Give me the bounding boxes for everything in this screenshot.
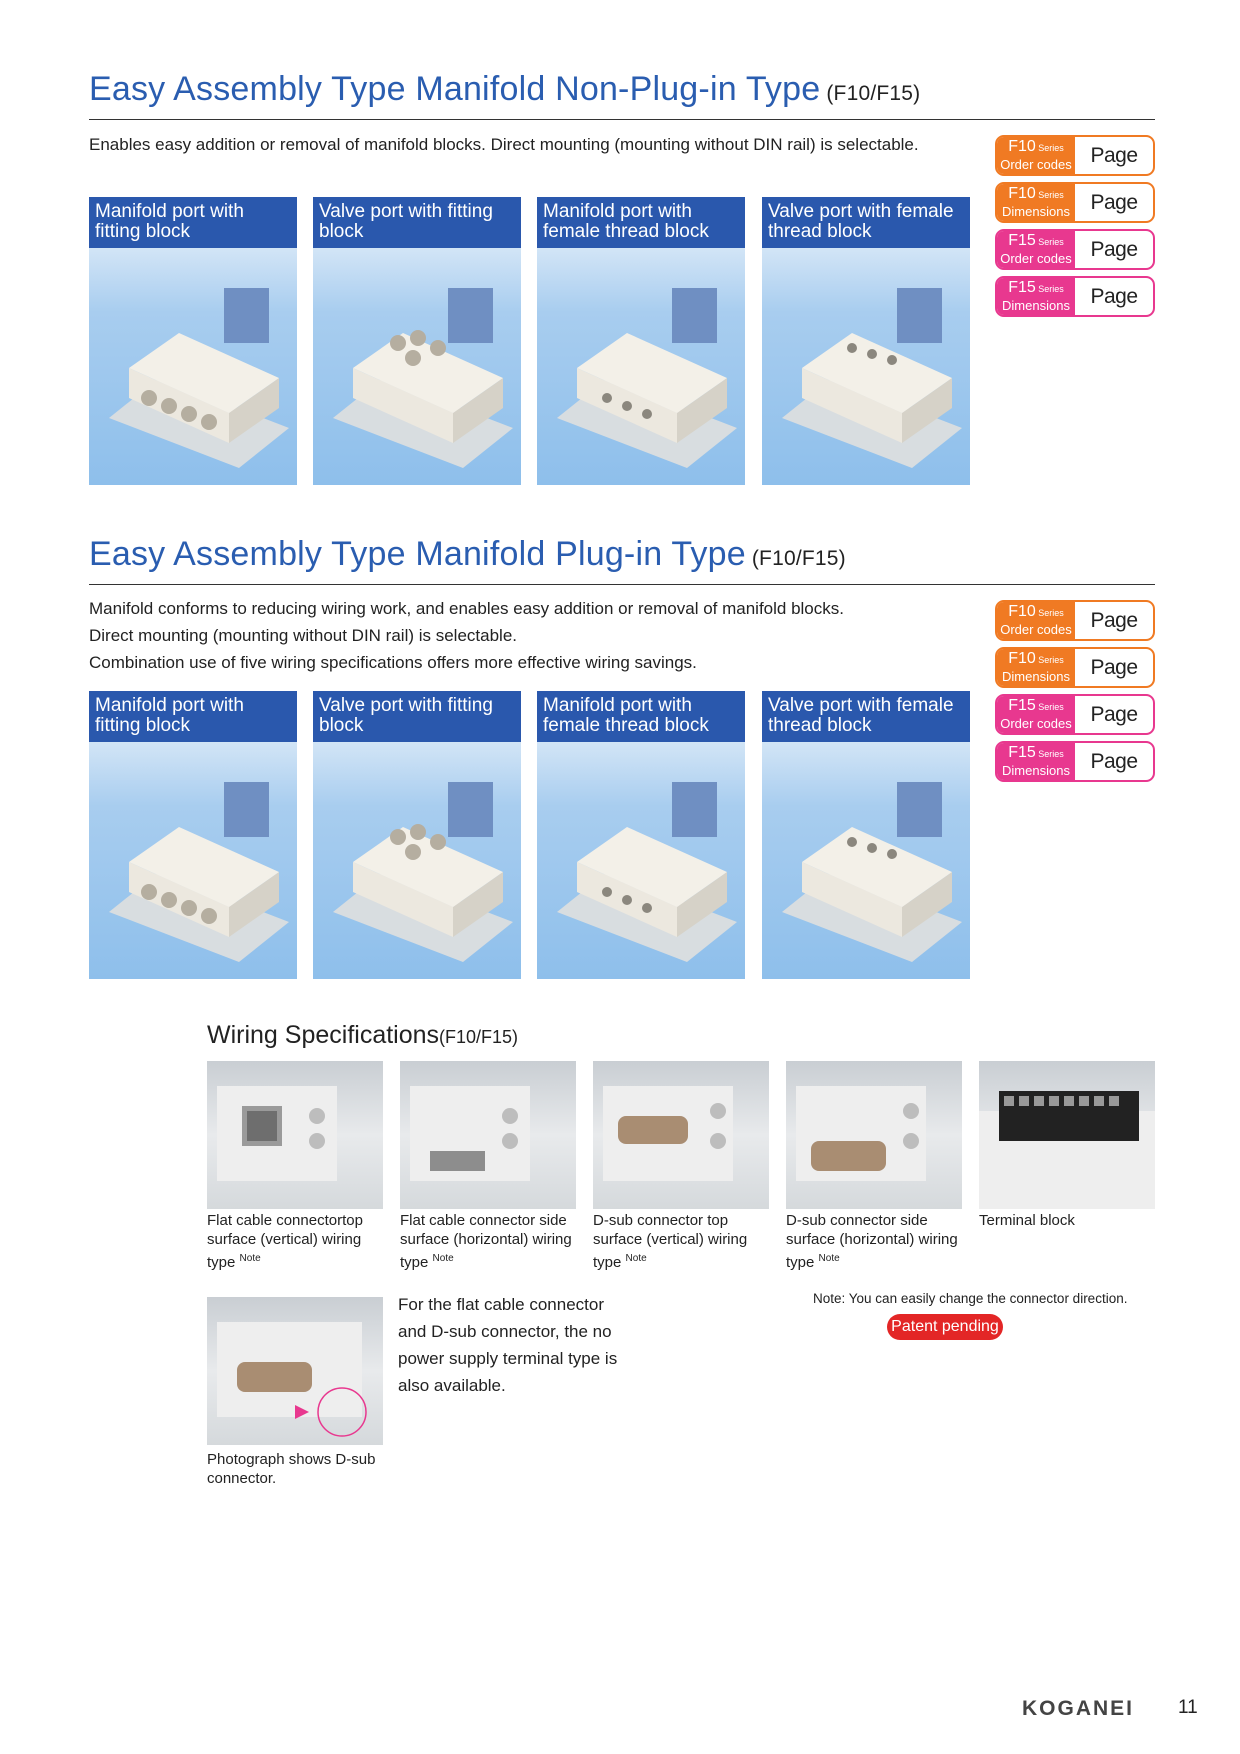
connector-direction-note: Note: You can easily change the connector direction. — [813, 1291, 1128, 1306]
wiring-title — [207, 1021, 518, 1050]
manifold-photo-6 — [313, 742, 521, 979]
wiring-photo-flat-top — [207, 1061, 383, 1209]
wiring-title-text: Wiring Specifications — [207, 1021, 440, 1049]
page-ref[interactable]: Page — [1090, 238, 1138, 261]
section2-title-suffix: (F10/F15) — [751, 547, 846, 570]
wiring-photo-no-power — [207, 1297, 383, 1445]
page-ref[interactable]: Page — [1090, 144, 1138, 167]
card-label: Manifold port with fitting block — [89, 691, 297, 742]
flat-cable-connector-side-image — [400, 1061, 576, 1209]
wiring-title-suffix: (F10/F15) — [439, 1027, 519, 1047]
card-label: Manifold port with female thread block — [537, 197, 745, 248]
ref-f15-order-codes-s1[interactable]: F15 Series Order codes Page — [995, 229, 1155, 270]
ref-f15-order-codes-s2[interactable]: F15 Series Order codes Page — [995, 694, 1155, 735]
terminal-block-image — [979, 1061, 1155, 1209]
photo-caption: Photograph shows D-sub connector. — [207, 1451, 376, 1487]
section2-rule — [89, 584, 1155, 585]
ref-f15-dimensions-s1[interactable]: F15 Series Dimensions Page — [995, 276, 1155, 317]
manifold-photo-3 — [537, 248, 745, 485]
wiring-caption-dsub-side: D-sub connector side surface (horizontal) wiring type $^{Note}$ — [786, 1212, 958, 1271]
manifold-photo-1 — [89, 248, 297, 485]
page-ref[interactable]: Page — [1090, 191, 1138, 214]
card-valve-port-female-thread — [762, 197, 970, 485]
wiring-caption-terminal: Terminal block — [979, 1212, 1075, 1229]
card-manifold-port-fitting — [89, 197, 297, 485]
wiring-caption-flat-top: Flat cable connectortop surface (vertical) wiring type $^{Note}$ — [207, 1212, 363, 1271]
wiring-caption-flat-side: Flat cable connector side surface (horizontal) wiring type $^{Note}$ — [400, 1212, 572, 1271]
section2-title-text: Easy Assembly Type Manifold Plug-in Type — [89, 535, 746, 573]
description-line: Manifold conforms to reducing wiring work, and enables easy addition or removal of manifold blocks. — [89, 599, 844, 618]
section2-description — [89, 595, 844, 676]
ref-f10-dimensions-s1[interactable]: F10 Series Dimensions Page — [995, 182, 1155, 223]
dsub-no-power-image — [207, 1297, 383, 1445]
card-label: Valve port with female thread block — [762, 197, 970, 248]
ref-f10-order-codes-s1[interactable]: F10 Series Order codes Page — [995, 135, 1155, 176]
description-line: Combination use of five wiring specifications offers more effective wiring savings. — [89, 653, 697, 672]
section2-title — [89, 535, 846, 574]
ref-f10-order-codes-s2[interactable]: F10 Series Order codes Page — [995, 600, 1155, 641]
wiring-photo-terminal — [979, 1061, 1155, 1209]
manifold-photo-5 — [89, 742, 297, 979]
page-ref[interactable]: Page — [1090, 609, 1138, 632]
page-ref[interactable]: Page — [1090, 656, 1138, 679]
section1-description: Enables easy addition or removal of manifold blocks. Direct mounting (mounting without DIN rail) is selectable. — [89, 135, 919, 154]
page-number: 11 — [1178, 1697, 1198, 1718]
ref-f10-dimensions-s2[interactable]: F10 Series Dimensions Page — [995, 647, 1155, 688]
no-power-description: For the flat cable connector and D-sub connector, the no power supply terminal type is also available. — [398, 1295, 618, 1395]
dsub-connector-side-image — [786, 1061, 962, 1209]
card-label: Manifold port with female thread block — [537, 691, 745, 742]
section1-title-text: Easy Assembly Type Manifold Non-Plug-in Type — [89, 70, 821, 108]
card-manifold-port-female-thread-plugin — [537, 691, 745, 979]
card-manifold-port-female-thread — [537, 197, 745, 485]
section1-rule — [89, 119, 1155, 120]
page-ref[interactable]: Page — [1090, 285, 1138, 308]
patent-pending-badge: Patent pending — [887, 1314, 1003, 1340]
card-label: Valve port with fitting block — [313, 691, 521, 742]
page-ref[interactable]: Page — [1090, 750, 1138, 773]
section1-title-suffix: (F10/F15) — [826, 82, 921, 105]
flat-cable-connector-image — [207, 1061, 383, 1209]
wiring-photo-flat-side — [400, 1061, 576, 1209]
koganei-logo: KOGANEI — [1022, 1697, 1135, 1720]
wiring-caption-dsub-top: D-sub connector top surface (vertical) wiring type $^{Note}$ — [593, 1212, 748, 1271]
card-valve-port-fitting — [313, 197, 521, 485]
dsub-connector-image — [593, 1061, 769, 1209]
section1-title — [89, 70, 920, 109]
description-line: Direct mounting (mounting without DIN rail) is selectable. — [89, 626, 518, 645]
manifold-photo-2 — [313, 248, 521, 485]
manifold-photo-4 — [762, 248, 970, 485]
card-label: Valve port with female thread block — [762, 691, 970, 742]
card-manifold-port-fitting-plugin — [89, 691, 297, 979]
wiring-photo-dsub-side — [786, 1061, 962, 1209]
manifold-photo-7 — [537, 742, 745, 979]
card-valve-port-fitting-plugin — [313, 691, 521, 979]
card-valve-port-female-thread-plugin — [762, 691, 970, 979]
manifold-photo-8 — [762, 742, 970, 979]
page-ref[interactable]: Page — [1090, 703, 1138, 726]
card-label: Valve port with fitting block — [313, 197, 521, 248]
ref-f15-dimensions-s2[interactable]: F15 Series Dimensions Page — [995, 741, 1155, 782]
card-label: Manifold port with fitting block — [89, 197, 297, 248]
wiring-photo-dsub-top — [593, 1061, 769, 1209]
